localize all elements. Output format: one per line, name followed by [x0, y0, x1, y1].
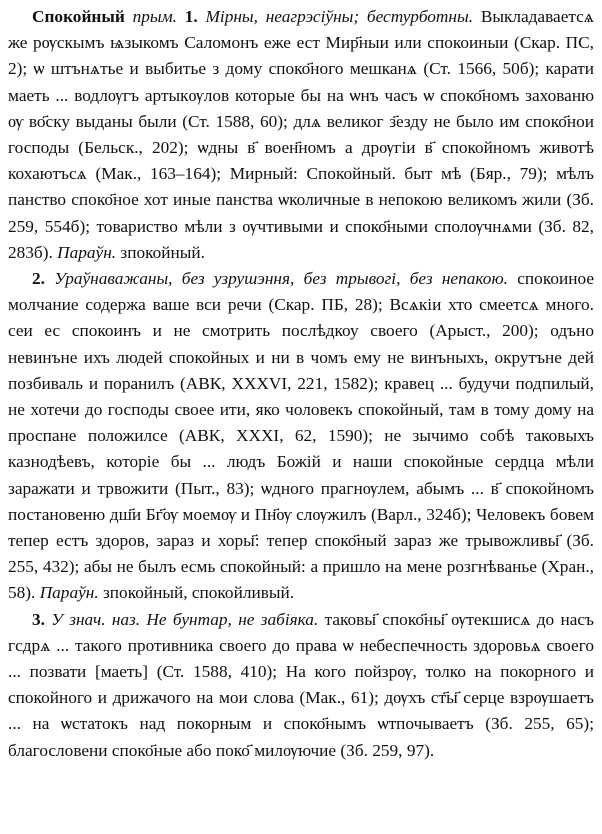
- sense-2-gloss: Ураўнаважаны, без узрушэння, без трывогі, без непакою.: [54, 269, 508, 289]
- sense-1-parallel: зпокойный.: [120, 242, 205, 262]
- sense-1-parallel-label: Параўн.: [57, 242, 117, 262]
- sense-2-citations: спокоиное молчание содержа ваше вси речи (Скар. ПБ, 28); Всѧкіи хто смеетсѧ много. сеи ес спокоинъ и не смотрить послѣдкоу своего (Арыст., 200); одъно невинънe ихъ людей спокойных и ни в чомъ ему не винъныхъ, окрутъне дей позбиваль и поранилъ (АВК, XXXVI, 221, 1582); кравец ... будучи подпилый, не хотечи до господы своее ити, яко чоловекъ спокойный, там в тому дому на проспане положилсе (АВК, XXXI, 62, 1590); не зычимо собѣ таковыхъ казнодѣевъ, которіе бы ... людъ Божій и наши спокойные сердца мѣли заражати и трвожити (Пыт., 83); ѡдного прагнѹлем, абымъ ... в҃ спокойномъ постановеню дш҃и Бг҃ѹ моемѹ и Пн҃ѹ слѹжилъ (Варл., 324б); Человекъ бовем тепер естъ здоров, зараз и хоры҃: тепер споко҃ный зараз же трывожливы҃ (Зб. 255, 432); абы не былъ есмь спокойный: а пришло на мене розгнѣванье (Хран., 58).: [8, 269, 595, 603]
- sense-2-number: 2.: [32, 269, 45, 289]
- sense-3-number: 3.: [32, 609, 45, 629]
- sense-1-number: 1.: [184, 7, 198, 26]
- sense-1-paragraph: [8, 4, 594, 266]
- sense-2-parallel: зпокойный, спокойливый.: [102, 583, 295, 603]
- sense-2-parallel-label: Параўн.: [39, 583, 99, 603]
- sense-1-gloss: Мірны, неагрэсіўны; бестурботны.: [205, 7, 474, 26]
- sense-1-citations: Выкладаваетсѧ же рѹскымъ ѩзыкомъ Саломонъ еже ест Мир҃ныи или спокоиныи (Скар. ПС, 2); ѡ штънѧтье и выбитье з дому споко҃ного мешканѧ (Ст. 1566, 50б); карати маеть ... водлѹгъ артыкѹлов которые бы на ѡнъ часъ ѡ споко҃номъ захованю ѹ во҃ску выданы были (Ст. 1588, 60); длѧ великог з҃езду не было им споко҃нои господы (Бельск., 202); ѡдны в҃ воен҃номъ а дрѹгіи в҃ спокойномъ животѣ кохаютъсѧ (Мак., 163–164); Мирный: Спокойный. быт мѣ (Бяр., 79); мѣлъ панство споко҃ное хот иные панства ѡколичные в непокою великомъ жили (Зб. 259, 554б); товариство мѣли з ѹчтивыми и споко҃ными сполѹчнѧми (Зб. 82, 283б).: [8, 7, 595, 262]
- sense-3-gloss: У знач. наз. Не бунтар, не забіяка.: [51, 609, 319, 629]
- part-of-speech: прым.: [132, 7, 177, 26]
- sense-3-citations: таковы҃ споко҃ны҃ ѹтекшисѧ до насъ гсдрѧ ... такого противника своего до права ѡ небеспечность здоровьѧ своего ... позвати [маеть] (Ст. 1588, 410); На кого пойзрѹ, толко на покорного и спокойного и дрижачого на мои слова (Мак., 61); дѹхъ ст҃ы҃ серце взрѹшаетъ ... на ѡстатокъ над покорным и споко҃нымъ ѡтпочываетъ (Зб. 255, 65); благословени споко҃ные або поко҃ милѹючие (Зб. 259, 97).: [8, 609, 594, 760]
- sense-3-paragraph: [8, 607, 594, 764]
- sense-2-paragraph: [8, 266, 594, 607]
- headword: Спокойный: [32, 7, 125, 26]
